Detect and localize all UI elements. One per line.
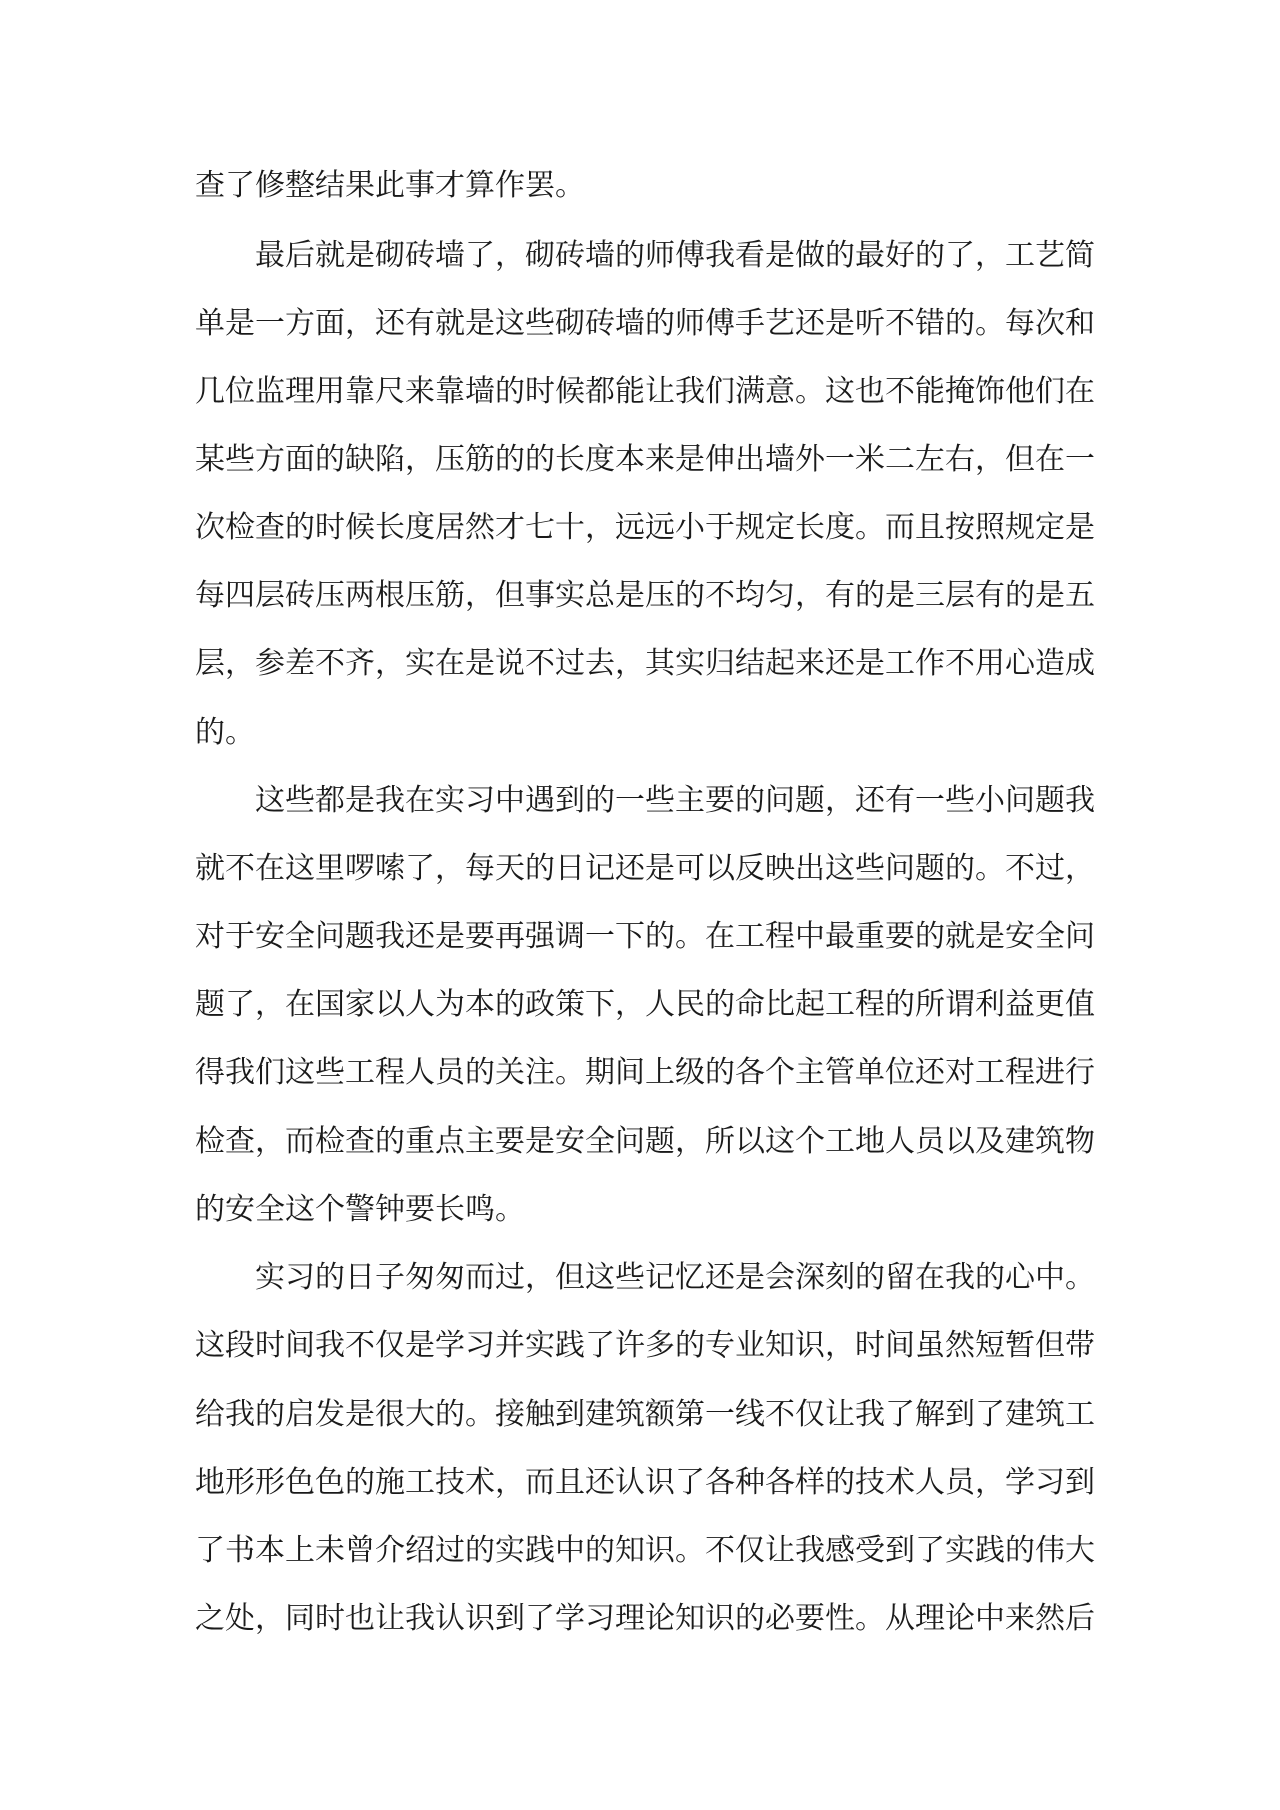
text-line: 单是一方面，还有就是这些砌砖墙的师傅手艺还是听不错的。每次和 [195, 306, 1095, 341]
text-line: 对于安全问题我还是要再强调一下的。在工程中最重要的就是安全问 [195, 919, 1095, 954]
text-line: 就不在这里啰嗦了，每天的日记还是可以反映出这些问题的。不过， [195, 851, 1095, 886]
text-line: 最后就是砌砖墙了，砌砖墙的师傅我看是做的最好的了，工艺简 [255, 238, 1095, 273]
text-line: 了书本上未曾介绍过的实践中的知识。不仅让我感受到了实践的伟大 [195, 1533, 1095, 1568]
text-line: 得我们这些工程人员的关注。期间上级的各个主管单位还对工程进行 [195, 1055, 1095, 1090]
text-line: 地形形色色的施工技术，而且还认识了各种各样的技术人员，学习到 [195, 1465, 1095, 1500]
text-line: 这些都是我在实习中遇到的一些主要的问题，还有一些小问题我 [255, 783, 1095, 818]
text-line: 某些方面的缺陷，压筋的的长度本来是伸出墙外一米二左右，但在一 [195, 442, 1095, 477]
text-line: 的。 [195, 715, 255, 750]
text-line: 每四层砖压两根压筋，但事实总是压的不均匀，有的是三层有的是五 [195, 578, 1095, 613]
text-line: 题了，在国家以人为本的政策下，人民的命比起工程的所谓利益更值 [195, 987, 1095, 1022]
text-line: 的安全这个警钟要长鸣。 [195, 1192, 525, 1227]
text-line: 层，参差不齐，实在是说不过去，其实归结起来还是工作不用心造成 [195, 646, 1095, 681]
text-line: 之处，同时也让我认识到了学习理论知识的必要性。从理论中来然后 [195, 1601, 1095, 1636]
text-line: 查了修整结果此事才算作罢。 [195, 168, 585, 203]
text-line: 实习的日子匆匆而过，但这些记忆还是会深刻的留在我的心中。 [255, 1260, 1095, 1295]
text-line: 这段时间我不仅是学习并实践了许多的专业知识，时间虽然短暂但带 [195, 1328, 1095, 1363]
text-line: 几位监理用靠尺来靠墙的时候都能让我们满意。这也不能掩饰他们在 [195, 374, 1095, 409]
text-line: 给我的启发是很大的。接触到建筑额第一线不仅让我了解到了建筑工 [195, 1397, 1095, 1432]
text-line: 次检查的时候长度居然才七十，远远小于规定长度。而且按照规定是 [195, 510, 1095, 545]
text-line: 检查，而检查的重点主要是安全问题，所以这个工地人员以及建筑物 [195, 1124, 1095, 1159]
